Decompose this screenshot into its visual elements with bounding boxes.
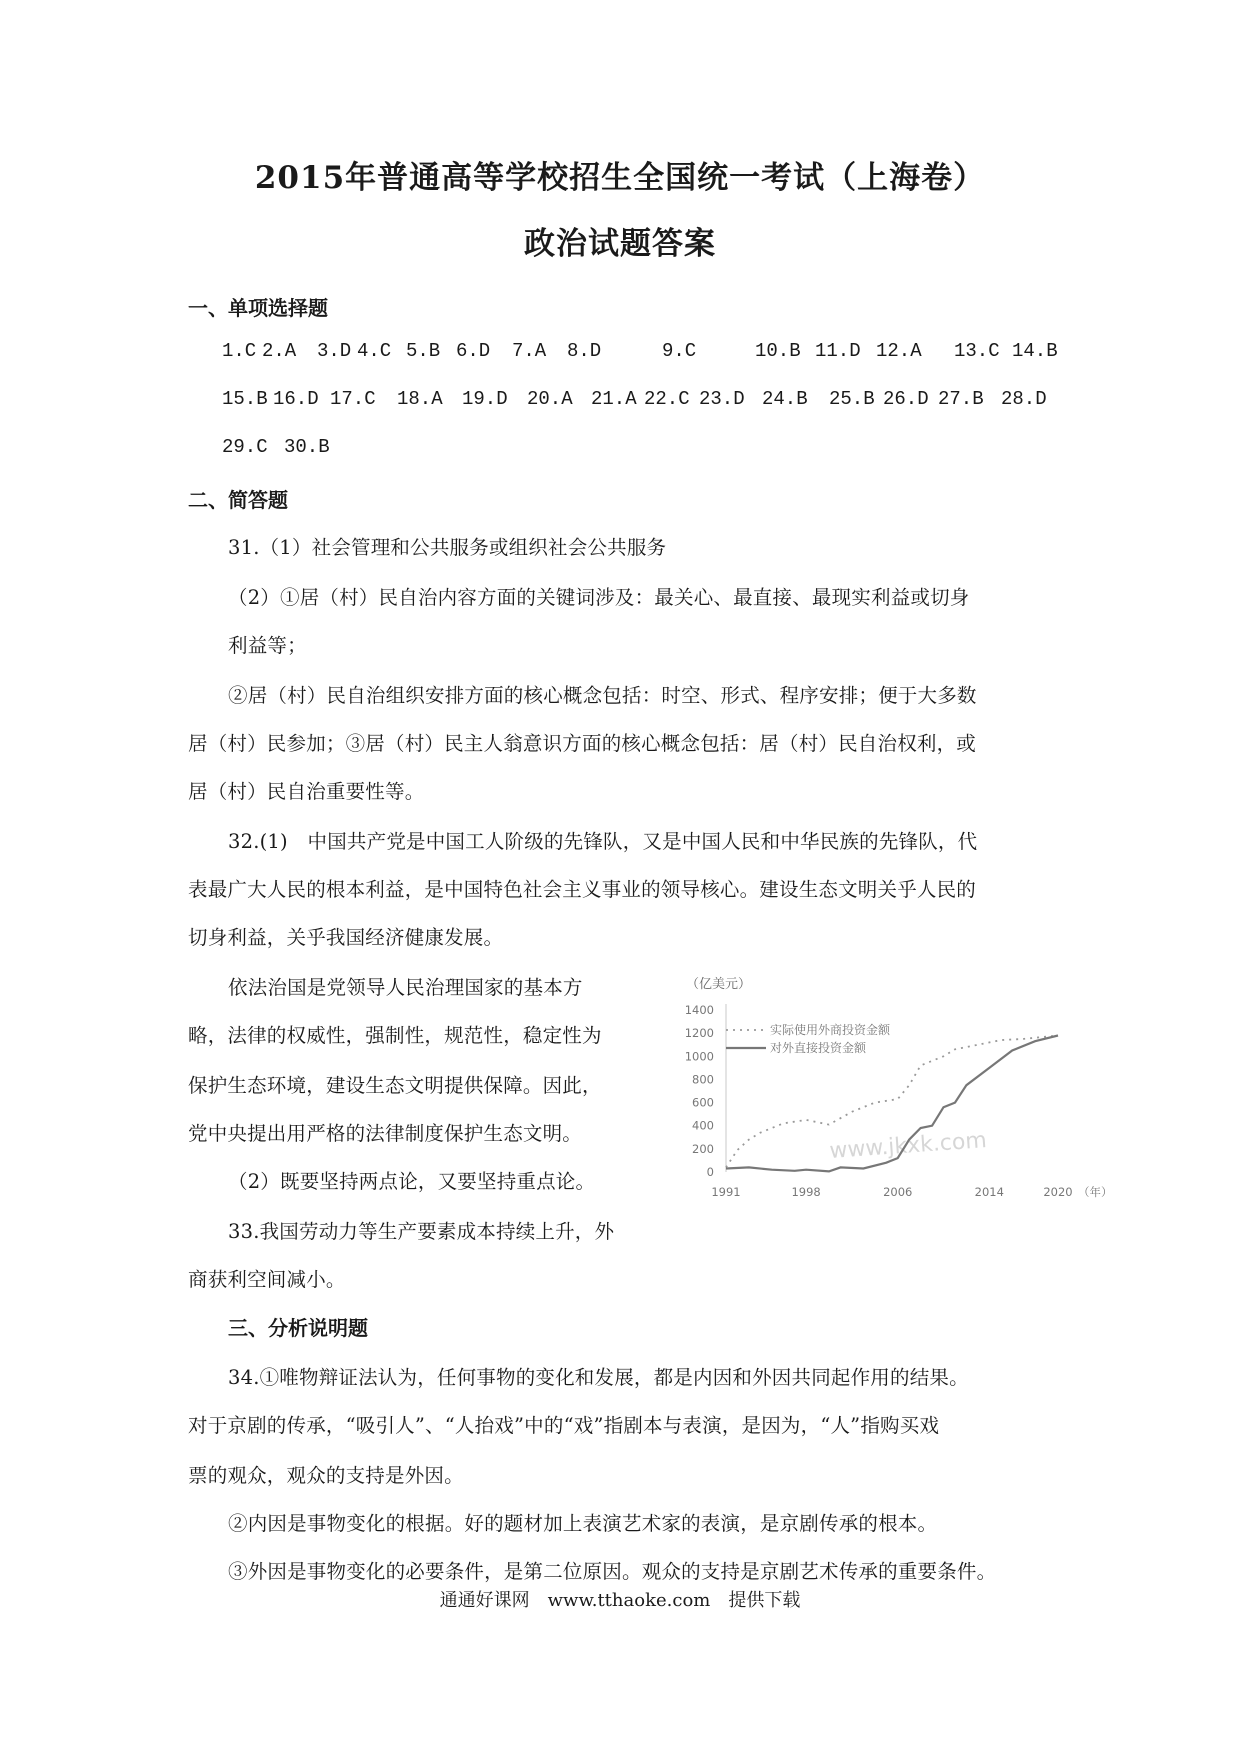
y-tick-label: 400 [692, 1118, 714, 1133]
document-subtitle: 政治试题答案 [524, 226, 716, 262]
answer-text-line: 34.①唯物辩证法认为，任何事物的变化和发展，都是内因和外因共同起作用的结果。 [228, 1366, 969, 1389]
answer-text-line: 票的观众，观众的支持是外因。 [188, 1464, 464, 1487]
mc-answer: 24.B [762, 388, 808, 410]
mc-answer: 14.B [1012, 340, 1058, 362]
mc-answer: 28.D [1001, 388, 1047, 410]
document-title: 2015年普通高等学校招生全国统一考试（上海卷） [254, 160, 986, 196]
answer-text-line: 依法治国是党领导人民治理国家的基本方 [228, 976, 583, 999]
mc-answer: 8.D [567, 340, 602, 362]
y-tick-label: 1400 [684, 1003, 714, 1017]
answer-text-line: 对于京剧的传承，“吸引人”、“人抬戏”中的“戏”指剧本与表演，是因为，“人”指购买戏 [188, 1414, 940, 1437]
section1-heading: 一、单项选择题 [188, 296, 328, 320]
mc-answer: 15.B [222, 388, 268, 410]
mc-answer: 25.B [829, 388, 875, 410]
mc-answer: 22.C [644, 388, 690, 410]
answer-text-line: 商获利空间减小。 [188, 1268, 346, 1291]
chart-canvas [680, 958, 1120, 1208]
mc-answer: 17.C [330, 388, 376, 410]
legend-label: 实际使用外商投资金额 [770, 1023, 891, 1037]
answer-text-line: 保护生态环境，建设生态文明提供保障。因此， [188, 1074, 602, 1097]
answer-text-line: 表最广大人民的根本利益，是中国特色社会主义事业的领导核心。建设生态文明关乎人民的 [188, 878, 977, 901]
mc-answer: 2.A [262, 340, 297, 362]
mc-answer: 11.D [815, 340, 861, 362]
answer-text-line: 党中央提出用严格的法律制度保护生态文明。 [188, 1122, 583, 1145]
x-tick-label: 1998 [791, 1185, 821, 1199]
mc-answer: 23.D [699, 388, 745, 410]
section3-heading: 三、分析说明题 [228, 1316, 368, 1340]
mc-answer: 13.C [954, 340, 1000, 362]
y-tick-label: 1000 [684, 1049, 714, 1064]
mc-answer: 12.A [876, 340, 922, 362]
mc-answer: 30.B [284, 436, 330, 458]
answer-text-line: （2）既要坚持两点论，又要坚持重点论。 [228, 1170, 596, 1193]
answer-text-line: 略，法律的权威性，强制性，规范性，稳定性为 [188, 1024, 602, 1047]
x-axis-unit-label: （年） [1078, 1185, 1113, 1199]
x-tick-label: 1991 [711, 1185, 741, 1199]
y-tick-label: 200 [692, 1141, 714, 1156]
mc-answer: 27.B [938, 388, 984, 410]
y-tick-label: 800 [692, 1072, 714, 1087]
page-footer: 通通好课网 www.tthaoke.com 提供下载 [439, 1590, 801, 1611]
mc-answer: 4.C [357, 340, 392, 362]
mc-answer: 18.A [397, 388, 443, 410]
x-tick-label: 2006 [883, 1185, 913, 1199]
answer-text-line: 居（村）民参加；③居（村）民主人翁意识方面的核心概念包括：居（村）民自治权利，或 [188, 732, 977, 755]
legend-label: 对外直接投资金额 [770, 1041, 867, 1055]
mc-answer: 7.A [512, 340, 547, 362]
answer-text-line: 32.(1) 中国共产党是中国工人阶级的先锋队，又是中国人民和中华民族的先锋队，代 [228, 830, 978, 853]
answer-text-line: ②内因是事物变化的根据。好的题材加上表演艺术家的表演，是京剧传承的根本。 [228, 1512, 938, 1535]
mc-answer: 21.A [591, 388, 637, 410]
investment-line-chart [680, 958, 1120, 1208]
y-axis-unit-label: （亿美元） [686, 977, 752, 992]
answer-text-line: 切身利益，关乎我国经济健康发展。 [188, 926, 504, 949]
section2-heading: 二、简答题 [188, 488, 288, 512]
x-tick-label: 2014 [974, 1185, 1004, 1199]
mc-answer: 16.D [273, 388, 319, 410]
x-tick-label: 2020 [1043, 1185, 1073, 1199]
y-tick-label: 0 [706, 1165, 714, 1179]
answer-text-line: 33.我国劳动力等生产要素成本持续上升，外 [228, 1220, 615, 1243]
mc-answer: 5.B [406, 340, 441, 362]
mc-answer: 19.D [462, 388, 508, 410]
answer-text-line: 31.（1）社会管理和公共服务或组织社会公共服务 [228, 536, 667, 559]
y-tick-label: 600 [692, 1095, 714, 1110]
mc-answer: 6.D [456, 340, 491, 362]
mc-answer: 1.C [222, 340, 257, 362]
mc-answer: 29.C [222, 436, 268, 458]
answer-text-line: ②居（村）民自治组织安排方面的核心概念包括：时空、形式、程序安排；便于大多数 [228, 684, 977, 707]
mc-answer: 20.A [527, 388, 573, 410]
answer-text-line: ③外因是事物变化的必要条件，是第二位原因。观众的支持是京剧艺术传承的重要条件。 [228, 1560, 997, 1583]
answer-text-line: （2）①居（村）民自治内容方面的关键词涉及：最关心、最直接、最现实利益或切身 [228, 586, 970, 609]
mc-answer: 3.D [317, 340, 352, 362]
mc-answer: 10.B [755, 340, 801, 362]
watermark-text: www.jkxk.com [828, 1128, 988, 1164]
answer-text-line: 利益等； [228, 634, 307, 657]
mc-answer: 26.D [883, 388, 929, 410]
y-tick-label: 1200 [684, 1026, 714, 1041]
answer-text-line: 居（村）民自治重要性等。 [188, 780, 425, 803]
mc-answer: 9.C [662, 340, 697, 362]
